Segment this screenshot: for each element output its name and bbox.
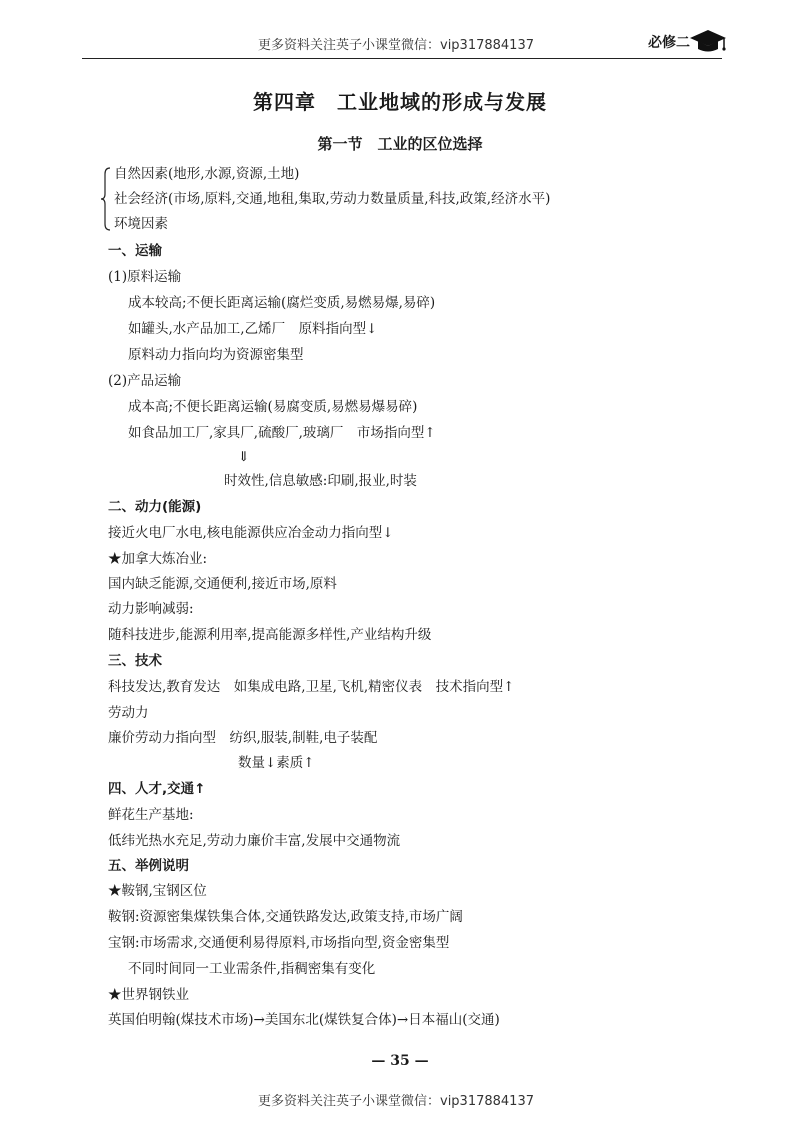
text-line: 低纬光热水充足,劳动力廉价丰富,发展中交通物流	[108, 833, 401, 849]
factor-environment: 环境因素	[114, 216, 168, 232]
page-header	[0, 28, 800, 60]
text-line: 时效性,信息敏感:印刷,报业,时装	[224, 473, 417, 489]
text-line: 如罐头,水产品加工,乙烯厂 原料指向型↓	[128, 321, 378, 337]
text-line: 成本较高;不便长距离运输(腐烂变质,易燃易爆,易碎)	[128, 295, 436, 311]
factor-natural: 自然因素(地形,水源,资源,土地)	[114, 166, 300, 182]
text-line: 数量↓素质↑	[238, 755, 315, 771]
header-rule	[82, 58, 722, 59]
subheading-raw-material: (1)原料运输	[108, 269, 182, 285]
factor-socioeconomic: 社会经济(市场,原料,交通,地租,集取,劳动力数量质量,科技,政策,经济水平)	[114, 191, 551, 207]
heading-talent-transport: 四、人才,交通↑	[108, 781, 206, 797]
text-line: ★世界钢铁业	[108, 987, 189, 1003]
text-line: 鲜花生产基地:	[108, 807, 194, 823]
footer-promo-text: 更多资料关注英子小课堂微信：vip317884137	[258, 1094, 534, 1109]
heading-transport: 一、运输	[108, 243, 162, 259]
header-book-tag: 必修二	[648, 35, 690, 51]
factors-brace	[100, 166, 112, 232]
page-number: — 35 —	[371, 1053, 429, 1069]
text-line: 科技发达,教育发达 如集成电路,卫星,飞机,精密仪表 技术指向型↑	[108, 679, 515, 695]
text-line: 廉价劳动力指向型 纺织,服装,制鞋,电子装配	[108, 730, 378, 746]
text-line: 成本高;不便长距离运输(易腐变质,易燃易爆易碎)	[128, 399, 418, 415]
text-line: 随科技进步,能源利用率,提高能源多样性,产业结构升级	[108, 627, 432, 643]
subheading-product: (2)产品运输	[108, 373, 182, 389]
text-line: 不同时间同一工业需条件,指稠密集有变化	[128, 961, 376, 977]
section-title: 第一节 工业的区位选择	[317, 135, 483, 153]
heading-examples: 五、举例说明	[108, 858, 189, 874]
header-promo-text: 更多资料关注英子小课堂微信：vip317884137	[258, 38, 534, 53]
text-line: 宝钢:市场需求,交通便利易得原料,市场指向型,资金密集型	[108, 935, 450, 951]
text-line: 接近火电厂水电,核电能源供应冶金动力指向型↓	[108, 525, 394, 541]
text-line: 原料动力指向均为资源密集型	[128, 347, 304, 363]
graduation-cap-icon	[688, 28, 728, 54]
text-line: 动力影响减弱:	[108, 601, 194, 617]
down-double-arrow: ⇓	[238, 449, 250, 465]
text-line: ★鞍钢,宝钢区位	[108, 883, 207, 899]
text-line: 英国伯明翰(煤技术市场)→美国东北(煤铁复合体)→日本福山(交通)	[108, 1012, 500, 1028]
text-line: 国内缺乏能源,交通便利,接近市场,原料	[108, 576, 337, 592]
heading-technology: 三、技术	[108, 653, 162, 669]
heading-power: 二、动力(能源)	[108, 499, 202, 515]
text-line: ★加拿大炼冶业:	[108, 551, 208, 567]
text-line: 鞍钢:资源密集煤铁集合体,交通铁路发达,政策支持,市场广阔	[108, 909, 463, 925]
text-line: 如食品加工厂,家具厂,硫酸厂,玻璃厂 市场指向型↑	[128, 425, 436, 441]
chapter-title: 第四章 工业地域的形成与发展	[253, 90, 547, 114]
text-line: 劳动力	[108, 705, 149, 721]
